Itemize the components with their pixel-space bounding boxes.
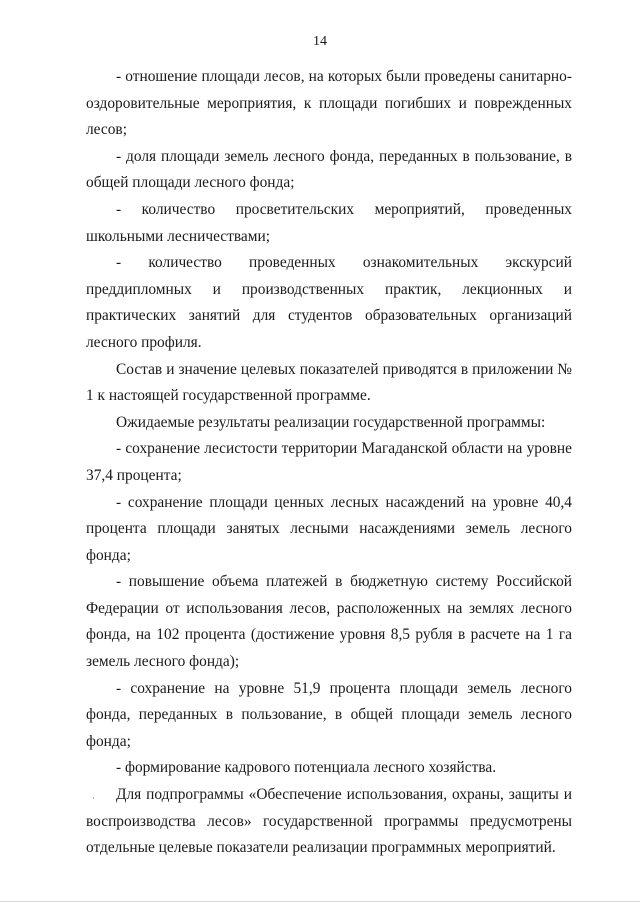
paragraph-subprogram: Для подпрограммы «Обеспечение использования, охраны, защиты и воспроизводства лесов» государственной программы предусмотрены отдельные целевые показатели реализации программных мероприятий. xyxy=(86,786,572,857)
paragraph-land-in-use: - сохранение на уровне 51,9 процента площади земель лесного фонда, переданных в пользование, в общей площади земель лесного фонда; xyxy=(86,679,572,750)
paragraph-indicators-appendix: Состав и значение целевых показателей приводятся в приложении № 1 к настоящей государственной программе. xyxy=(86,360,572,405)
paragraph-educational-events: - количество просветительских мероприятий, проведенных школьными лесничествами; xyxy=(86,200,572,245)
paragraph-personnel: - формирование кадрового потенциала лесного хозяйства. xyxy=(116,759,497,777)
scan-mark xyxy=(93,797,94,799)
paragraph-valuable-plantings: - сохранение площади ценных лесных насаждений на уровне 40,4 процента площади занятых лесными насаждениями земель лесного фонда; xyxy=(86,493,572,564)
paragraph-land-share: - доля площади земель лесного фонда, переданных в пользование, в общей площади лесного фонда; xyxy=(86,147,572,192)
paragraph-budget-payments: - повышение объема платежей в бюджетную систему Российской Федерации от использования лесов, расположенных на землях лесного фонда, на 102 процента (достижение уровня 8,5 рубля в расчете на 1 га земель лесного фонда); xyxy=(86,573,572,671)
paragraph-expected-results: Ожидаемые результаты реализации государственной программы: xyxy=(116,413,546,431)
page-number: 14 xyxy=(313,34,327,49)
paragraph-forest-cover: - сохранение лесистости территории Магаданской области на уровне 37,4 процента; xyxy=(86,440,572,484)
document-body xyxy=(86,64,572,862)
paragraph-sanitary-ratio: - отношение площади лесов, на которых были проведены санитарно-оздоровительные мероприятия, к площади погибших и поврежденных лесов; xyxy=(86,68,572,139)
paragraph-excursions: - количество проведенных ознакомительных экскурсий преддипломных и производственных практик, лекционных и практических занятий для студентов образовательных организаций лесного профиля. xyxy=(86,254,572,351)
bottom-edge-line xyxy=(0,901,640,902)
